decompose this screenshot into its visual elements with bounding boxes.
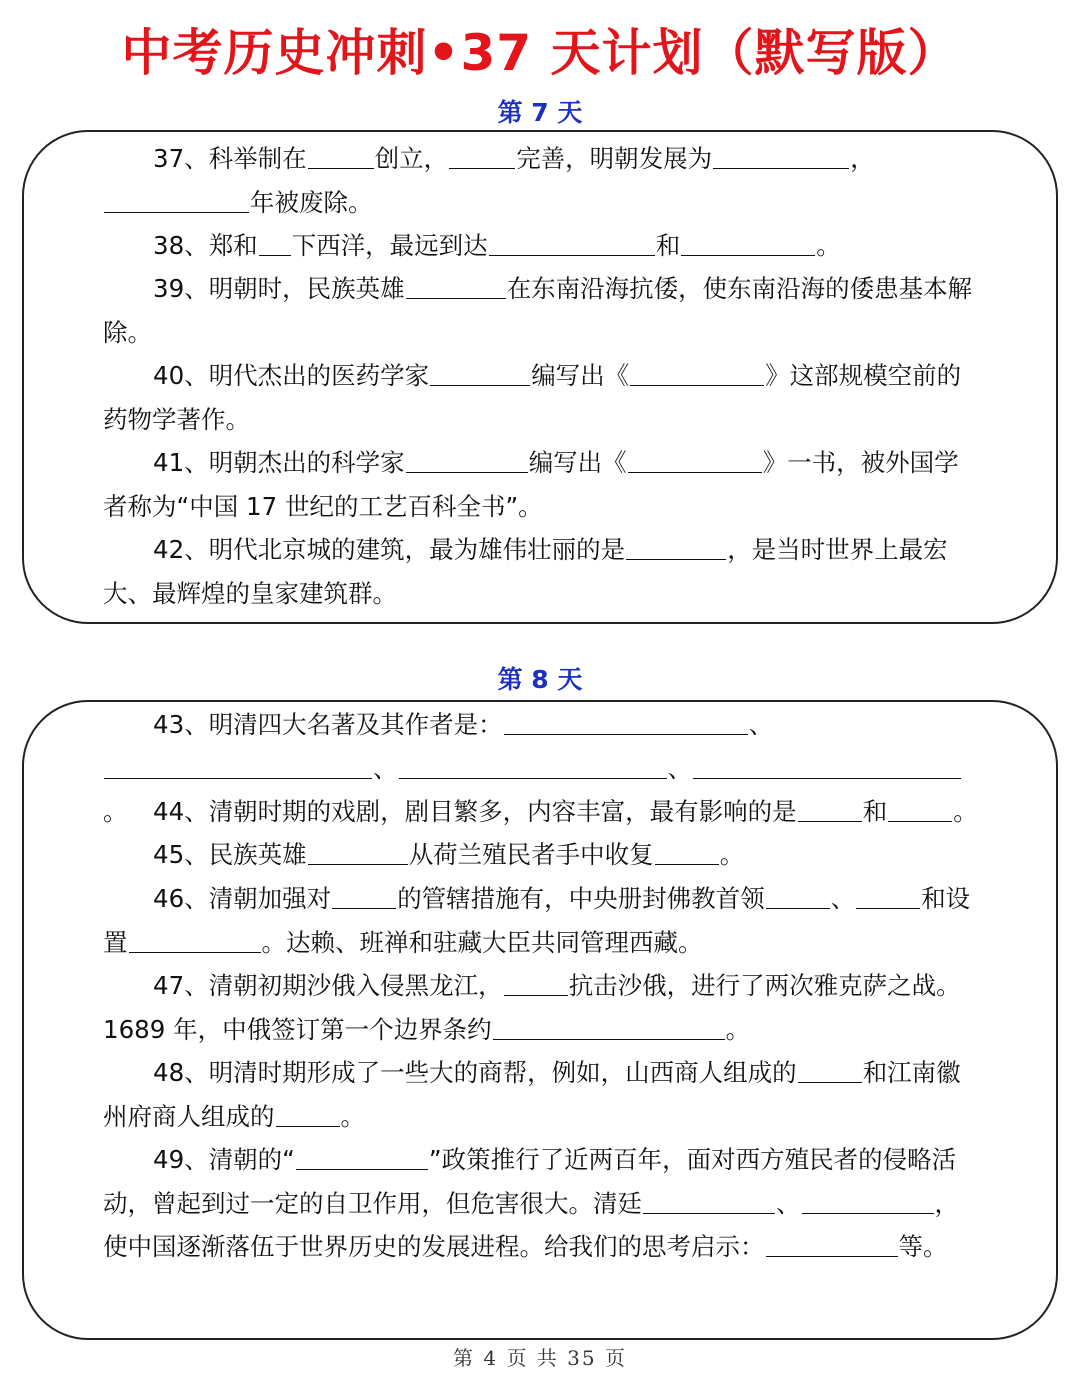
answer-blank[interactable] — [628, 448, 762, 473]
answer-blank[interactable] — [504, 971, 568, 996]
question-37: 37、科举制在 创立， 完善，明朝发展为 ， 年被废除。 — [103, 137, 981, 224]
answer-blank[interactable] — [332, 884, 396, 909]
answer-blank[interactable] — [643, 1189, 775, 1214]
answer-blank[interactable] — [449, 144, 515, 169]
answer-blank[interactable] — [713, 144, 849, 169]
answer-blank[interactable] — [308, 840, 408, 865]
answer-blank[interactable] — [489, 231, 655, 256]
question-44: 44、清朝时期的戏剧，剧目繁多，内容丰富，最有影响的是 和 。 — [153, 797, 978, 826]
question-45: 45、民族英雄 从荷兰殖民者手中收复 。 — [153, 840, 745, 869]
answer-blank[interactable] — [504, 710, 748, 735]
question-38: 38、郑和 下西洋，最远到达 和 。 — [153, 231, 841, 260]
question-49: 49、清朝的“ ”政策推行了近两百年，面对西方殖民者的侵略活动，曾起到过一定的自卫作用，但危害很大。清廷 、 ，使中国逐渐落伍于世界历史的发展进程。给我们的思考启示： 等。 — [103, 1145, 959, 1261]
answer-blank[interactable] — [259, 231, 291, 256]
answer-blank[interactable] — [802, 1189, 934, 1214]
answer-blank[interactable] — [430, 361, 530, 386]
answer-blank[interactable] — [681, 231, 815, 256]
question-40: 40、明代杰出的医药学家 编写出《 》这部规模空前的药物学著作。 — [103, 361, 962, 434]
answer-blank[interactable] — [406, 274, 506, 299]
answer-blank[interactable] — [129, 928, 261, 953]
day-7-heading: 第 7 天 — [497, 98, 583, 127]
answer-blank[interactable] — [798, 797, 862, 822]
question-39: 39、明朝时，民族英雄 在东南沿海抗倭，使东南沿海的倭患基本解除。 — [103, 274, 973, 347]
answer-blank[interactable] — [856, 884, 920, 909]
question-42: 42、明代北京城的建筑，最为雄伟壮丽的是 ，是当时世界上最宏大、最辉煌的皇家建筑群。 — [103, 535, 948, 608]
answer-blank[interactable] — [798, 1058, 862, 1083]
question-43: 43、明清四大名著及其作者是： 、 、 、。 — [103, 703, 981, 834]
answer-blank[interactable] — [308, 144, 374, 169]
answer-blank[interactable] — [693, 754, 961, 779]
answer-blank[interactable] — [630, 361, 764, 386]
question-48: 48、明清时期形成了一些大的商帮，例如，山西商人组成的 和江南徽州府商人组成的 。 — [103, 1058, 961, 1131]
answer-blank[interactable] — [493, 1015, 725, 1040]
day-8-heading: 第 8 天 — [497, 665, 583, 694]
page-footer: 第 4 页 共 35 页 — [453, 1346, 627, 1370]
question-41: 41、明朝杰出的科学家 编写出《 》一书，被外国学者称为“中国 17 世纪的工艺百科全书”。 — [103, 448, 959, 521]
answer-blank[interactable] — [104, 188, 249, 213]
answer-blank[interactable] — [399, 754, 667, 779]
answer-blank[interactable] — [766, 884, 830, 909]
answer-blank[interactable] — [406, 448, 528, 473]
question-47: 47、清朝初期沙俄入侵黑龙江， 抗击沙俄，进行了两次雅克萨之战。1689 年，中俄签订第一个边界条约 。 — [103, 971, 961, 1044]
question-46: 46、清朝加强对 的管辖措施有，中央册封佛教首领 、 和设置 。达赖、班禅和驻藏大臣共同管理西藏。 — [103, 884, 971, 957]
answer-blank[interactable] — [888, 797, 952, 822]
answer-blank[interactable] — [766, 1232, 898, 1257]
answer-blank[interactable] — [626, 535, 726, 560]
answer-blank[interactable] — [276, 1102, 340, 1127]
answer-blank[interactable] — [655, 840, 719, 865]
page-title: 中考历史冲刺•37 天计划（默写版） — [121, 24, 959, 82]
answer-blank[interactable] — [296, 1145, 428, 1170]
answer-blank[interactable] — [104, 754, 372, 779]
